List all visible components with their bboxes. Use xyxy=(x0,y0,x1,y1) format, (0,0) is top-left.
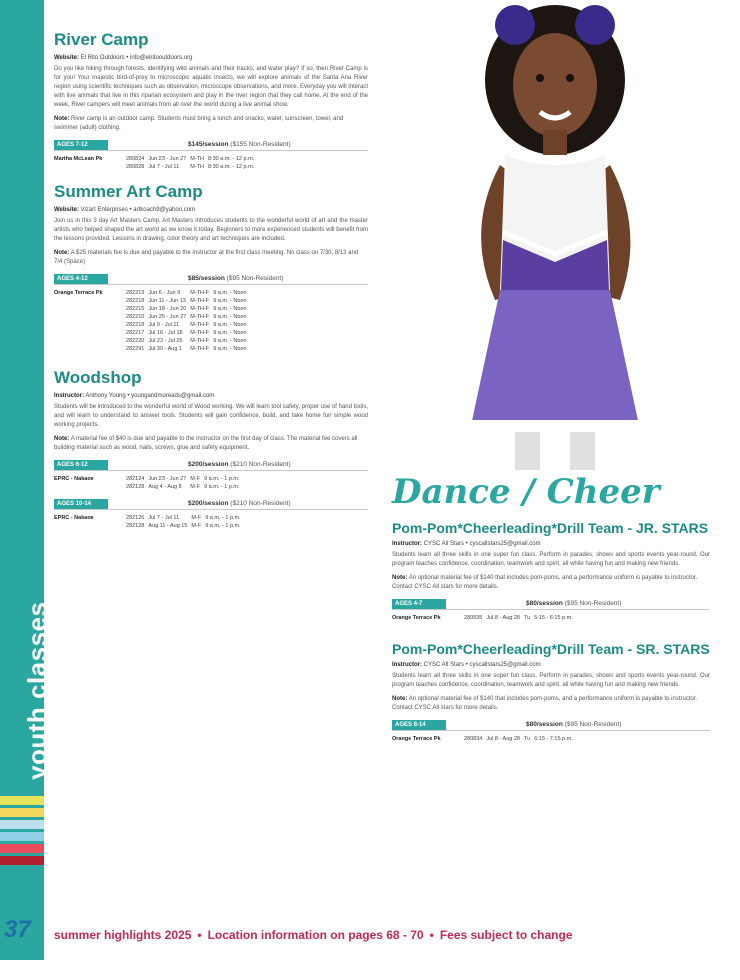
sr-stars-note: Note: An optional material fee of $140 that includes pom-poms, and a performance uniform is payable to instructor. Contact CYSC All stars for more details. xyxy=(392,696,698,711)
schedule-location: Orange Terrace Pk xyxy=(392,615,441,621)
schedule-row xyxy=(392,736,577,744)
footer-highlights: summer highlights 2025 xyxy=(54,928,192,942)
river-camp-title: River Camp xyxy=(54,30,149,49)
schedule-location xyxy=(54,306,126,314)
schedule-location: Orange Terrace Pk xyxy=(392,736,441,742)
age-tag: AGES 10-14 xyxy=(54,499,108,509)
schedule-code: 280834 xyxy=(464,736,483,742)
schedule-row xyxy=(54,476,244,484)
schedule-time: 9 a.m. - Noon xyxy=(213,314,247,320)
river-camp-fee-row xyxy=(54,139,368,151)
schedule-time: 9 a.m. - 1 p.m. xyxy=(204,476,240,482)
cheerleader-photo xyxy=(445,0,715,470)
sr-stars-fee-row xyxy=(392,719,710,731)
age-tag: AGES 7-12 xyxy=(54,140,108,150)
schedule-days: Tu xyxy=(524,736,531,742)
schedule-code: 282220 xyxy=(126,338,145,344)
schedule-time: 9 a.m. - Noon xyxy=(213,346,247,352)
river-camp-description: Do you like hiking through forests, identifying wild animals and their tracks, and water play? If so, then River Camp is for you! Your majestic bird-of-prey to microscopic aquatic insects, we will explore animals of the Santa Ana River region using scientific techniques such as observation, microscope observations, and more. Everyday you will interact with live animals that live in this riparian ecosystem and play in the river region that they call home. At the end of the week, River campers will meet animals from all over the world during a live animal show. xyxy=(54,66,368,108)
sr-stars-instructor: Instructor: CYSC All Stars • cyscallstars25@gmail.com xyxy=(392,662,541,668)
woodshop-note: Note: A material fee of $40 is due and payable to the instructor on the first day of class. The material fee covers all building material such as wood, nails, screws, glue and safety equipment. xyxy=(54,436,358,451)
age-tag: AGES 6-12 xyxy=(54,460,108,470)
schedule-dates: Jun 25 - Jun 27 xyxy=(148,314,187,320)
schedule-location: Martha McLean Pk xyxy=(54,156,103,162)
schedule-time: 9 a.m. - Noon xyxy=(213,306,247,312)
schedule-time: 9 a.m. - Noon xyxy=(213,322,247,328)
age-tag: AGES 8-14 xyxy=(392,720,446,730)
river-camp-section xyxy=(54,30,368,172)
schedule-code: 280824 xyxy=(126,156,145,162)
schedule-code: 282128 xyxy=(126,484,145,490)
fee-text: $80/session ($95 Non-Resident) xyxy=(526,721,622,728)
schedule-row xyxy=(54,164,258,172)
jr-stars-note: Note: An optional material fee of $140 that includes pom-poms, and a performance uniform is payable to instructor. Contact CYSC All stars for more details. xyxy=(392,575,698,590)
schedule-location xyxy=(54,523,126,531)
schedule-row xyxy=(54,314,251,322)
schedule-days: M-TH-F xyxy=(190,330,210,336)
schedule-code: 282218 xyxy=(126,322,145,328)
schedule-dates: Jul 8 - Aug 28 xyxy=(486,736,520,742)
fee-text: $85/session ($95 Non-Resident) xyxy=(188,275,284,282)
woodshop-section xyxy=(54,368,368,531)
schedule-code: 282210 xyxy=(126,314,145,320)
schedule-days: M-TH xyxy=(190,156,205,162)
fee-text: $200/session ($210 Non-Resident) xyxy=(188,500,291,507)
cheerleader-illustration xyxy=(445,0,715,470)
page-number: 37 xyxy=(4,916,31,943)
schedule-time: 9 a.m. - Noon xyxy=(213,298,247,304)
footer-fees: Fees subject to change xyxy=(439,928,573,942)
schedule-dates: Jul 9 - Jul 11 xyxy=(148,322,180,328)
schedule-row xyxy=(54,306,251,314)
schedule-row xyxy=(54,515,245,523)
schedule-row xyxy=(54,338,251,346)
schedule-code: 282217 xyxy=(126,330,145,336)
jr-stars-section xyxy=(392,520,710,623)
woodshop-instructor: Instructor: Anthony Young • youngandmoreads@gmail.com xyxy=(54,393,215,399)
right-column xyxy=(392,520,710,750)
schedule-days: M-F xyxy=(191,523,202,529)
sr-stars-section xyxy=(392,641,710,744)
schedule-row xyxy=(392,615,577,623)
schedule-location xyxy=(54,322,126,330)
sr-stars-schedule xyxy=(392,736,577,744)
jr-stars-description: Students learn all three skills in one super fun class. Perform in parades, shows and sports events year-round. Our program teaches confidence, coordination, teamwork and spirit, all while having fun and making new friends. xyxy=(392,552,710,567)
schedule-days: M-TH-F xyxy=(190,314,210,320)
schedule-location xyxy=(54,484,126,492)
section-label xyxy=(2,601,52,980)
schedule-code: 282124 xyxy=(126,476,145,482)
schedule-time: 6:15 - 7:15 p.m. xyxy=(534,736,573,742)
schedule-dates: Aug 11 - Aug 15 xyxy=(148,523,188,529)
schedule-dates: Aug 4 - Aug 8 xyxy=(148,484,182,490)
schedule-time: 8:30 a.m. - 12 p.m. xyxy=(208,164,255,170)
schedule-days: M-TH-F xyxy=(190,298,210,304)
schedule-time: 9 a.m. - Noon xyxy=(213,338,247,344)
schedule-row xyxy=(54,156,258,164)
summer-art-website: Website: Vizart Enterprises • artkoach9@yahoo.com xyxy=(54,207,196,213)
schedule-dates: Jul 7 - Jul 11 xyxy=(148,164,180,170)
summer-art-schedule xyxy=(54,290,251,354)
schedule-days: M-F xyxy=(190,476,201,482)
fee-text: $200/session ($210 Non-Resident) xyxy=(188,461,291,468)
schedule-time: 5:15 - 6:15 p.m. xyxy=(534,615,573,621)
jr-stars-schedule xyxy=(392,615,577,623)
woodshop-schedule-1 xyxy=(54,476,244,492)
schedule-location xyxy=(54,330,126,338)
schedule-time: 9 a.m. - Noon xyxy=(213,290,247,296)
jr-stars-instructor: Instructor: CYSC All Stars • cyscallstars25@gmail.com xyxy=(392,541,541,547)
sr-stars-description: Students learn all three skills in one super fun class. Perform in parades, shows and sports events year-round. Our program teaches confidence, coordination, teamwork and spirit, all while having fun and making new friends. xyxy=(392,673,710,688)
schedule-time: 9 a.m. - Noon xyxy=(213,330,247,336)
schedule-days: M-TH xyxy=(190,164,205,170)
woodshop-description: Students will be introduced to the wonderful world of Wood working. We will learn tool safety, proper use of hand tools, and will learn to understand to answer tools. Students will gain confidence, build, and take home fun simple wood working projects. xyxy=(54,404,368,428)
jr-stars-fee-row xyxy=(392,598,710,610)
schedule-code: 280828 xyxy=(126,164,145,170)
schedule-location xyxy=(54,298,126,306)
schedule-row xyxy=(54,290,251,298)
schedule-location xyxy=(54,314,126,322)
schedule-row xyxy=(54,330,251,338)
river-camp-schedule xyxy=(54,156,258,172)
schedule-dates: Jul 7 - Jul 11 xyxy=(148,515,180,521)
section-label-text: youth classes xyxy=(22,601,52,780)
schedule-days: M-TH-F xyxy=(190,306,210,312)
schedule-time: 9 a.m. - 1 p.m. xyxy=(205,515,241,521)
woodshop-fee-row-2 xyxy=(54,498,368,510)
schedule-code: 282126 xyxy=(126,515,145,521)
schedule-code: 282215 xyxy=(126,306,145,312)
dance-cheer-title: Dance / Cheer xyxy=(392,472,660,512)
schedule-time: 9 a.m. - 1 p.m. xyxy=(204,484,240,490)
summer-art-section xyxy=(54,182,368,354)
river-camp-note: Note: River camp is an outdoor camp. Students must bring a lunch and snacks, water, sunscreen, towel, and swimmer (adult) clothing. xyxy=(54,116,344,131)
age-tag: AGES 4-7 xyxy=(392,599,446,609)
schedule-location xyxy=(54,164,126,172)
schedule-dates: Jul 8 - Aug 28 xyxy=(486,615,520,621)
schedule-dates: Jul 30 - Aug 1 xyxy=(148,346,182,352)
schedule-days: M-F xyxy=(190,484,201,490)
summer-art-note: Note: A $25 materials fee is due and payable to the instructor at the first class meeting. No class on 7/30, 8/13 and 7/4 (Space) xyxy=(54,250,359,265)
footer: summer highlights 2025 • Location information on pages 68 - 70 • Fees subject to change xyxy=(54,928,573,942)
schedule-code: 280835 xyxy=(464,615,483,621)
schedule-location xyxy=(54,338,126,346)
schedule-dates: Jun 23 - Jun 27 xyxy=(148,476,187,482)
schedule-dates: Jul 16 - Jul 18 xyxy=(148,330,183,336)
schedule-dates: Jun 18 - Jun 20 xyxy=(148,306,187,312)
schedule-row xyxy=(54,298,251,306)
fee-text: $80/session ($95 Non-Resident) xyxy=(526,600,622,607)
schedule-row xyxy=(54,523,245,531)
woodshop-schedule-2 xyxy=(54,515,245,531)
schedule-days: Tu xyxy=(524,615,531,621)
schedule-dates: Jun 11 - Jun 13 xyxy=(148,298,186,304)
schedule-time: 8:30 a.m. - 12 p.m. xyxy=(208,156,255,162)
schedule-row xyxy=(54,346,251,354)
summer-art-fee-row xyxy=(54,273,368,285)
summer-art-description: Join us in this 3 day Art Masters Camp. Art Masters introduces students to the wonderful world of art and the master artists who helped shaped the art world as we know it today. Beginners to more experienced students will benefit from the lessons provided. Lessons in drawing, color theory and art techniques are included. xyxy=(54,218,368,242)
left-column xyxy=(54,30,368,537)
schedule-code: 282291 xyxy=(126,346,145,352)
schedule-location xyxy=(54,346,126,354)
schedule-location: Orange Terrace Pk xyxy=(54,290,103,296)
fee-text: $145/session ($155 Non-Resident) xyxy=(188,141,291,148)
schedule-location: EPRC - Nakaoe xyxy=(54,476,94,482)
age-tag: AGES 4-12 xyxy=(54,274,108,284)
schedule-dates: Jun 23 - Jun 27 xyxy=(148,156,187,162)
schedule-code: 282128 xyxy=(126,523,145,529)
jr-stars-title: Pom-Pom*Cheerleading*Drill Team - JR. STARS xyxy=(392,520,709,536)
sr-stars-title: Pom-Pom*Cheerleading*Drill Team - SR. STARS xyxy=(392,641,710,657)
schedule-location: EPRC - Nakaoe xyxy=(54,515,94,521)
schedule-days: M-TH-F xyxy=(190,322,210,328)
schedule-row xyxy=(54,484,244,492)
schedule-row xyxy=(54,322,251,330)
woodshop-title: Woodshop xyxy=(54,368,142,387)
schedule-code: 282213 xyxy=(126,290,145,296)
river-camp-website: Website: El Rito Outdoors • info@elritooutdoors.org xyxy=(54,55,193,61)
summer-art-title: Summer Art Camp xyxy=(54,182,203,201)
schedule-days: M-TH-F xyxy=(190,346,210,352)
schedule-time: 9 a.m. - 1 p.m. xyxy=(205,523,241,529)
schedule-days: M-TH-F xyxy=(190,290,210,296)
woodshop-fee-row-1 xyxy=(54,459,368,471)
schedule-days: M-TH-F xyxy=(190,338,210,344)
schedule-code: 282218 xyxy=(126,298,145,304)
schedule-days: M-F xyxy=(191,515,202,521)
schedule-dates: Jun 6 - Jun 9 xyxy=(148,290,181,296)
schedule-dates: Jul 23 - Jul 25 xyxy=(148,338,183,344)
footer-location: Location information on pages 68 - 70 xyxy=(207,928,424,942)
